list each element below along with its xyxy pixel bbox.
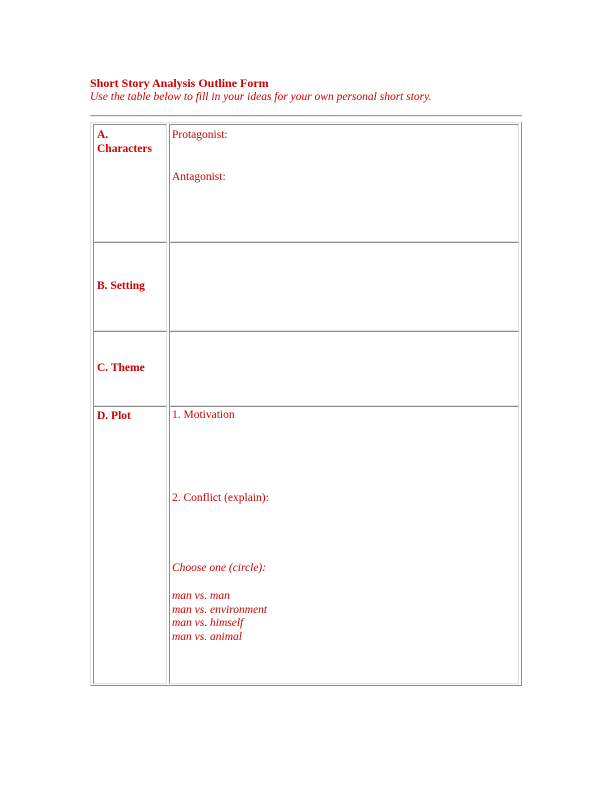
conflict-options-list [172,590,267,644]
motivation-label: 1. Motivation [172,409,235,421]
conflict-option[interactable]: man vs. environment [172,603,268,616]
form-title: Short Story Analysis Outline Form [90,76,269,90]
conflict-option[interactable]: man vs. himself [172,617,244,629]
plot-content-cell[interactable] [169,406,519,684]
plot-row [92,406,520,684]
conflict-label: 2. Conflict (explain): [172,492,269,504]
theme-heading-cell [93,331,167,406]
conflict-option[interactable]: man vs. man [172,590,230,602]
plot-heading: D. Plot [97,410,131,422]
outline-table [90,122,522,686]
antagonist-label: Antagonist: [172,171,226,183]
characters-heading-cell [93,124,167,242]
setting-content-cell[interactable] [169,242,519,331]
horizontal-divider [90,115,522,117]
theme-heading: C. Theme [97,362,145,374]
setting-heading: B. Setting [97,280,145,292]
choose-one-instruction: Choose one (circle): [172,562,267,574]
characters-content-cell[interactable] [169,124,519,242]
setting-row [92,242,520,331]
plot-heading-cell [93,406,167,684]
theme-content-cell[interactable] [169,331,519,406]
conflict-option[interactable]: man vs. animal [172,630,242,643]
form-subtitle: Use the table below to fill in your ideas for your own personal short story. [90,91,432,103]
characters-heading: A. Characters [97,129,152,155]
characters-row [92,124,520,242]
setting-heading-cell [93,242,167,331]
protagonist-label: Protagonist: [172,129,228,141]
theme-row [92,331,520,406]
